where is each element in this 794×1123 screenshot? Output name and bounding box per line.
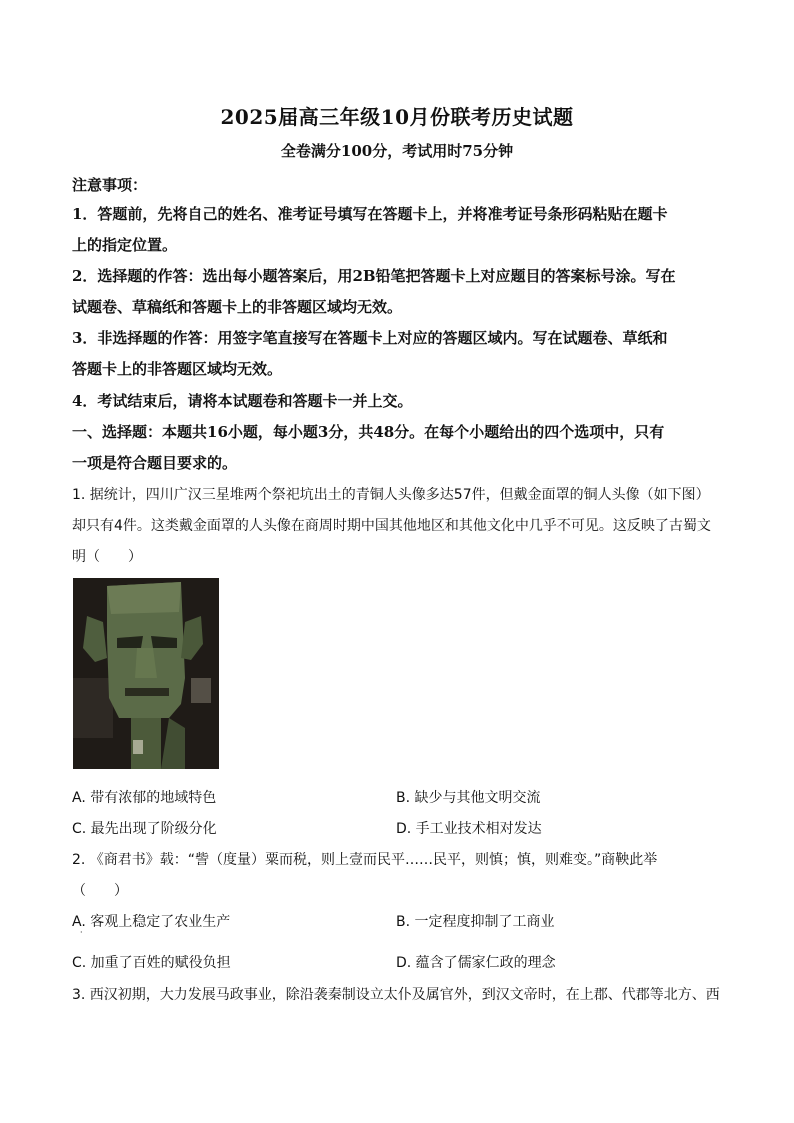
- question-1-option-c[interactable]: C. 最先出现了阶级分化: [72, 821, 217, 837]
- question-2-option-c[interactable]: C. 加重了百姓的赋役负担: [72, 955, 231, 971]
- question-1-option-a[interactable]: A. 带有浓郁的地域特色: [72, 790, 217, 806]
- question-2-option-b[interactable]: B. 一定程度抑制了工商业: [396, 914, 555, 930]
- question-2-option-a[interactable]: A. 客观上稳定了农业生产: [72, 914, 231, 930]
- question-1-text: 却只有4件。这类戴金面罩的人头像在商周时期中国其他地区和其他文化中几乎不可见。这反映了古蜀文: [72, 518, 711, 534]
- notice-heading: 注意事项：: [72, 176, 148, 194]
- notice-line: 2．选择题的作答：选出每小题答案后，用2B铅笔把答题卡上对应题目的答案标号涂。写在: [72, 267, 676, 285]
- notice-line: 4．考试结束后，请将本试题卷和答题卡一并上交。: [72, 392, 413, 410]
- notice-line: 3．非选择题的作答：用签字笔直接写在答题卡上对应的答题区域内。写在试题卷、草纸和: [72, 329, 668, 347]
- stray-dot: ·: [80, 928, 83, 937]
- page-title: 2025届高三年级10月份联考历史试题: [220, 105, 574, 129]
- bronze-head-illustration: [73, 578, 219, 769]
- question-1-option-d[interactable]: D. 手工业技术相对发达: [396, 821, 542, 837]
- notice-line: 答题卡上的非答题区域均无效。: [72, 360, 283, 378]
- section-heading: 一、选择题：本题共16小题，每小题3分，共48分。在每个小题给出的四个选项中，只有: [72, 423, 665, 441]
- section-heading: 一项是符合题目要求的。: [72, 454, 238, 472]
- question-1-text: 明（ ）: [72, 549, 142, 565]
- question-2-text: （ ）: [72, 883, 128, 899]
- question-2-text: 2. 《商君书》载：“訾（度量）粟而税，则上壹而民平……民平，则慎；慎，则难变。”商鞅此举: [72, 852, 658, 868]
- page-subtitle: 全卷满分100分，考试用时75分钟: [280, 142, 514, 160]
- notice-line: 试题卷、草稿纸和答题卡上的非答题区域均无效。: [72, 298, 403, 316]
- notice-line: 1．答题前，先将自己的姓名、准考证号填写在答题卡上，并将准考证号条形码粘贴在题卡: [72, 205, 668, 223]
- question-1-text: 1. 据统计，四川广汉三星堆两个祭祀坑出土的青铜人头像多达57件，但戴金面罩的铜人头像（如下图）: [72, 487, 710, 503]
- question-3-text: 3. 西汉初期，大力发展马政事业，除沿袭秦制设立太仆及属官外，到汉文帝时，在上郡、代郡等北方、西: [72, 987, 720, 1003]
- notice-line: 上的指定位置。: [72, 236, 178, 254]
- bronze-head-photo: [73, 578, 219, 769]
- question-1-option-b[interactable]: B. 缺少与其他文明交流: [396, 790, 541, 806]
- question-2-option-d[interactable]: D. 蕴含了儒家仁政的理念: [396, 955, 556, 971]
